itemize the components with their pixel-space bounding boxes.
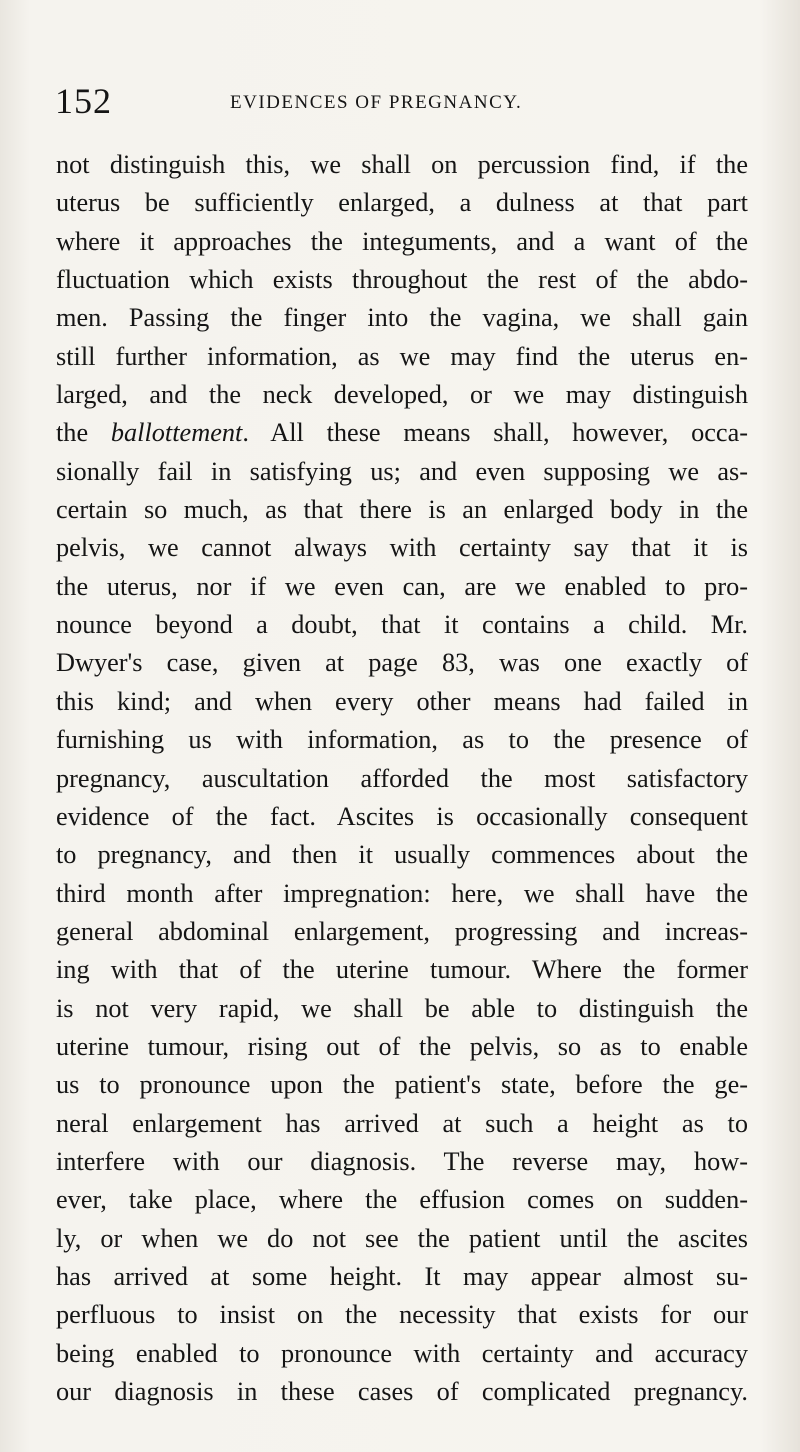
text-segment: the [56,418,111,448]
body-text [56,146,748,1411]
text-line: evidence of the fact. Ascites is occasionally consequent [56,801,748,831]
text-line: the uterus, nor if we even can, are we enabled to pro- [56,571,748,601]
text-line: to pregnancy, and then it usually commences about the [56,840,748,870]
text-line: ever, take place, where the effusion comes on sudden- [56,1185,748,1215]
text-line: certain so much, as that there is an enlarged body in the [56,495,748,525]
text-line: nounce beyond a doubt, that it contains a child. Mr. [56,610,748,640]
emphasized-term: ballottement [110,418,243,448]
text-line: where it approaches the integuments, and a want of the [56,226,748,256]
text-line: being enabled to pronounce with certainty and accuracy [56,1338,748,1368]
text-line: pelvis, we cannot always with certainty say that it is [56,533,748,563]
text-line: us to pronounce upon the patient's state, before the ge- [56,1070,748,1100]
text-line: is not very rapid, we shall be able to distinguish the [56,993,748,1023]
text-line: interfere with our diagnosis. The reverse may, how- [56,1146,748,1176]
text-line: not distinguish this, we shall on percussion find, if the [56,150,748,179]
running-head: EVIDENCES OF PREGNANCY. [230,92,523,113]
text-line: uterus be sufficiently enlarged, a dulness at that part [56,188,748,218]
text-line: our diagnosis in these cases of complicated pregnancy. [56,1377,748,1406]
page-header [55,80,755,130]
text-line: uterine tumour, rising out of the pelvis, so as to enable [56,1031,748,1061]
text-line: this kind; and when every other means had failed in [56,686,748,716]
text-line: furnishing us with information, as to the presence of [56,725,748,755]
text-line: men. Passing the finger into the vagina, we shall gain [56,303,748,333]
text-line: ing with that of the uterine tumour. Where the former [56,955,748,985]
text-line: sionally fail in satisfying us; and even supposing we as- [56,456,748,486]
text-line: has arrived at some height. It may appear almost su- [56,1261,748,1291]
text-line: general abdominal enlargement, progressing and increas- [56,916,748,946]
text-line-with-emphasis [56,414,748,452]
text-line: ly, or when we do not see the patient until the ascites [56,1223,748,1253]
page-number: 152 [55,81,112,121]
text-line: larged, and the neck developed, or we may distinguish [56,380,748,410]
text-line: third month after impregnation: here, we shall have the [56,878,748,908]
text-line: fluctuation which exists throughout the rest of the abdo- [56,265,748,295]
text-line: perfluous to insist on the necessity that exists for our [56,1300,748,1330]
text-line: Dwyer's case, given at page 83, was one exactly of [56,648,748,678]
text-segment: . All these means shall, however, occa- [242,418,748,448]
text-line: pregnancy, auscultation afforded the most satisfactory [56,763,748,793]
text-line: neral enlargement has arrived at such a height as to [56,1108,748,1138]
text-line: still further information, as we may find the uterus en- [56,341,748,371]
